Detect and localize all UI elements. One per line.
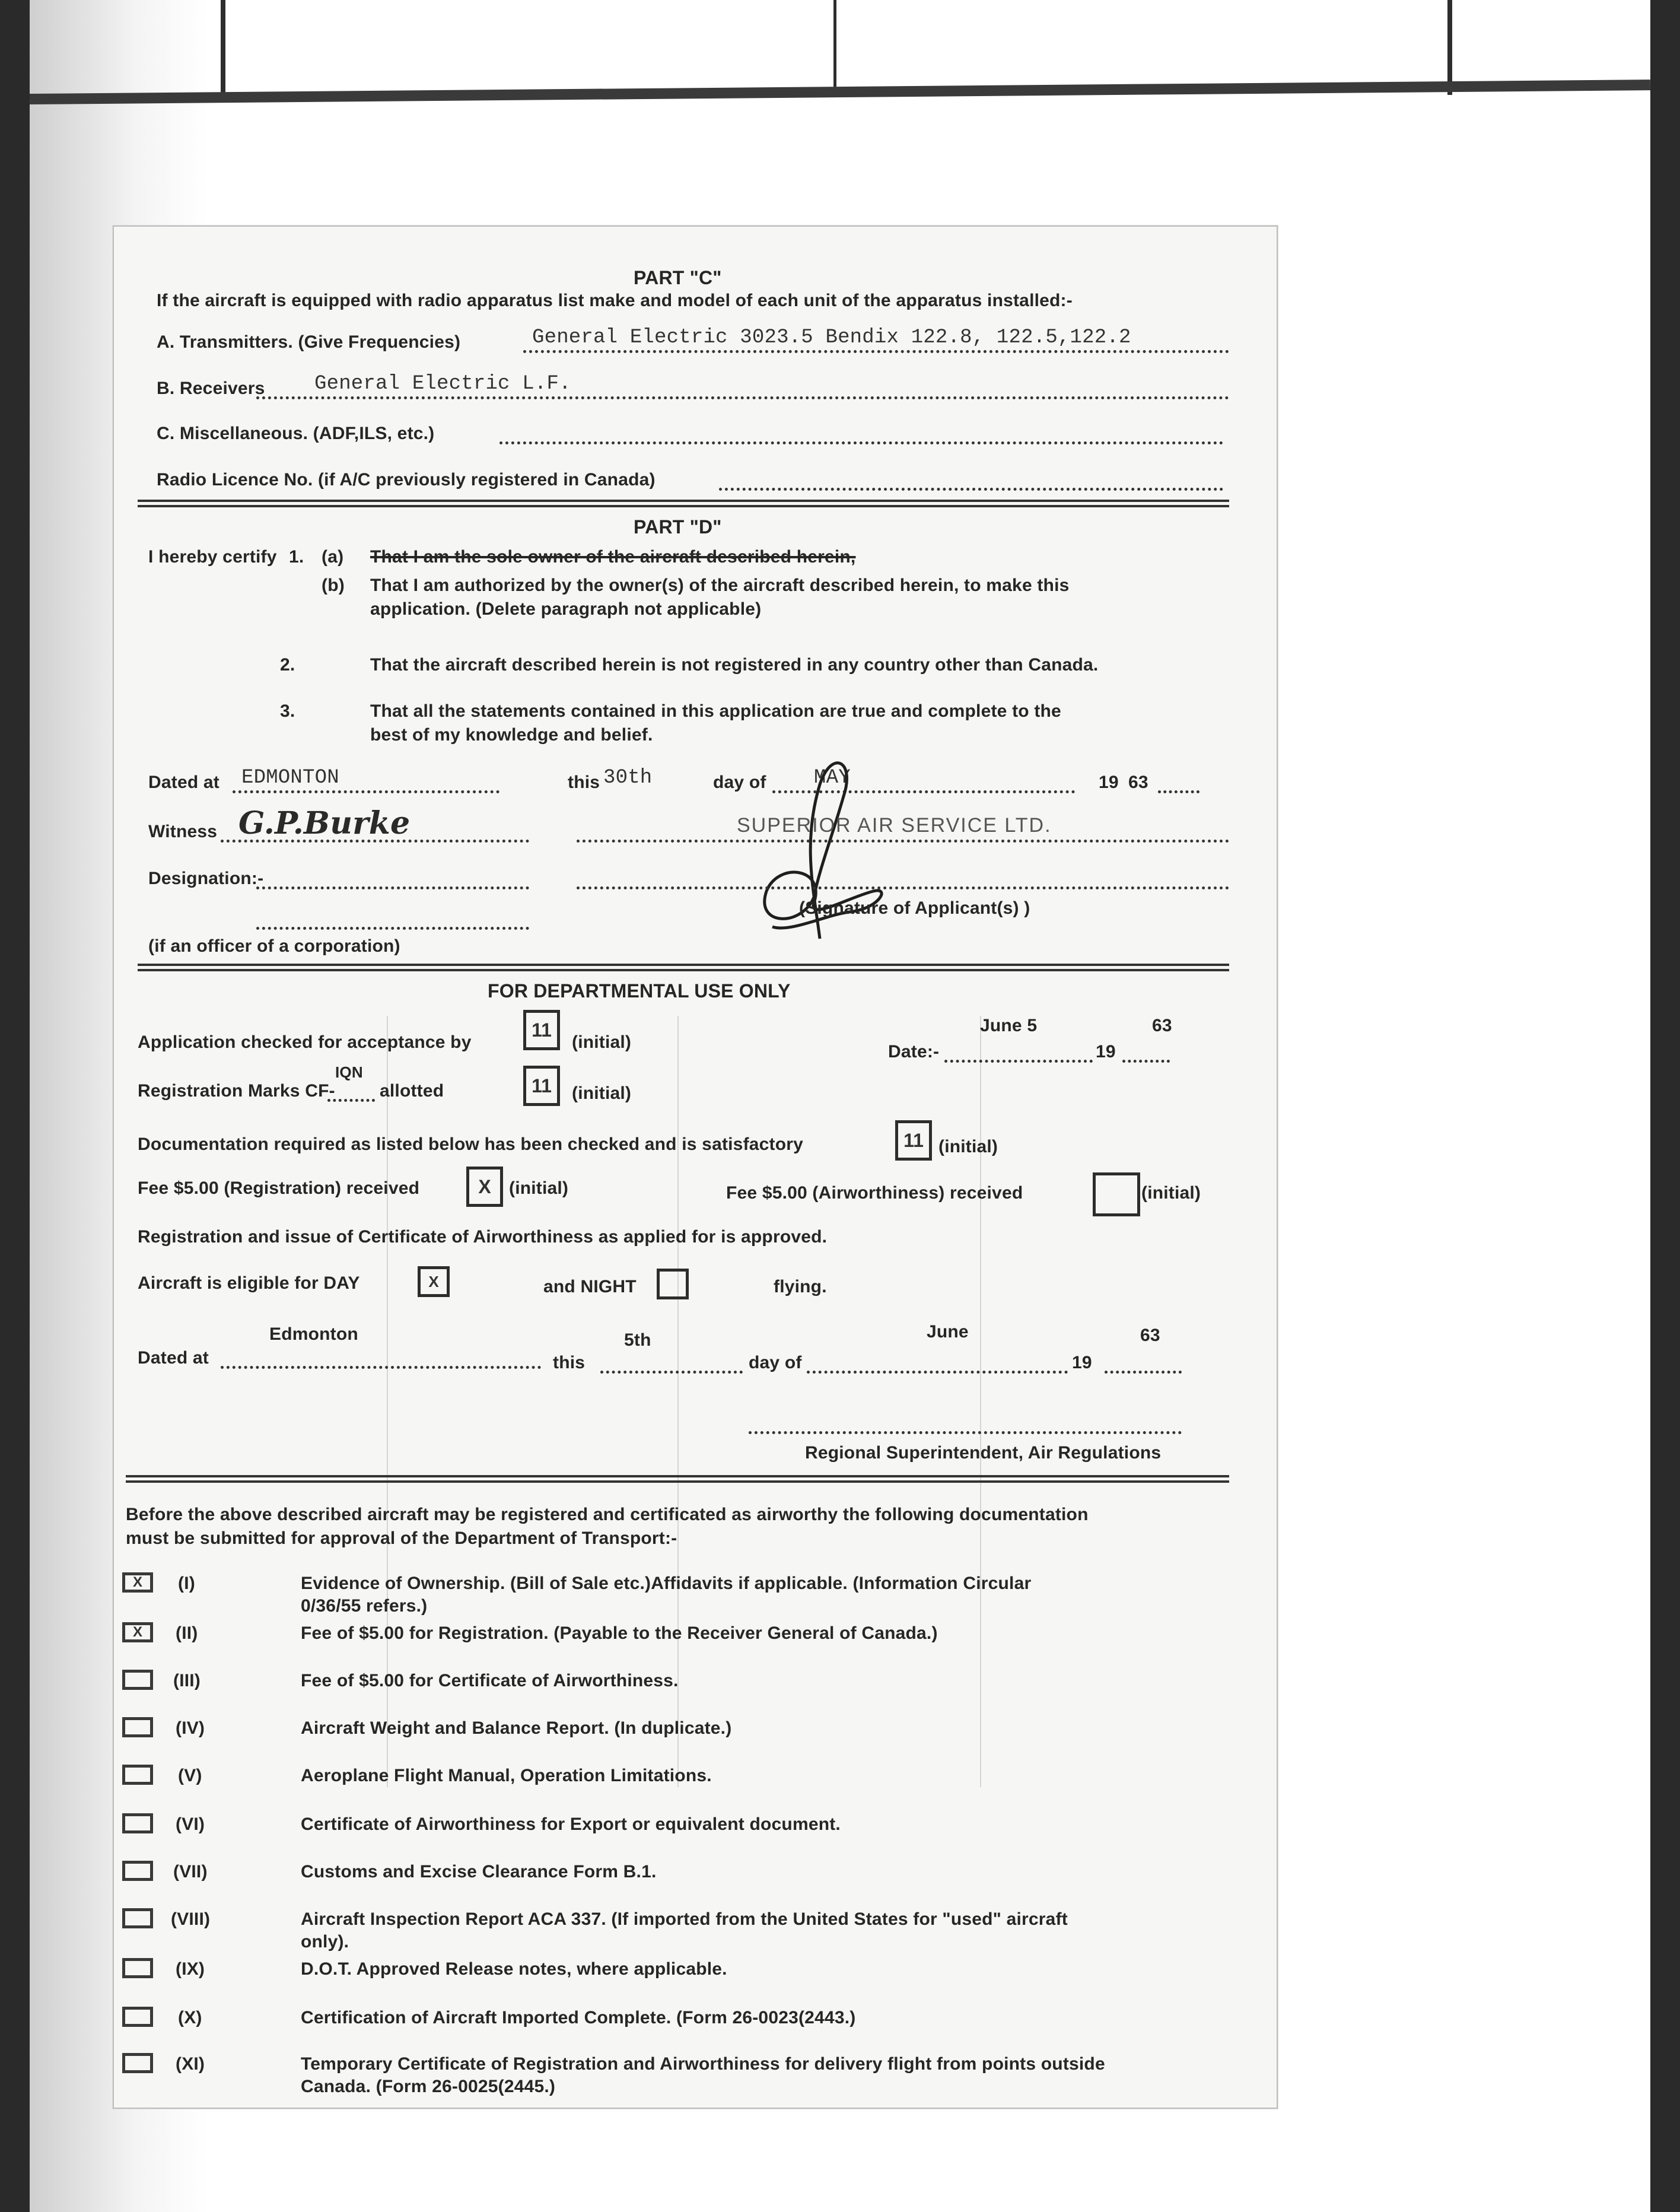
documentation-checkbox[interactable]: [122, 1958, 153, 1978]
initial-label: (initial): [572, 1032, 632, 1052]
designation-line-2: [256, 927, 529, 930]
dept-this-label: this: [553, 1353, 586, 1372]
fee-registration-initial-box[interactable]: X: [466, 1167, 503, 1207]
documentation-checkbox[interactable]: [122, 1717, 153, 1737]
fee-airworthiness-label: Fee $5.00 (Airworthiness) received: [726, 1183, 1023, 1203]
date-year-prefix: 19: [1096, 1042, 1116, 1061]
documentation-item-number: (IX): [176, 1959, 205, 1979]
date-value[interactable]: June 5: [980, 1016, 1038, 1035]
miscellaneous-label: C. Miscellaneous. (ADF,ILS, etc.): [157, 424, 435, 443]
departmental-title: FOR DEPARTMENTAL USE ONLY: [488, 980, 791, 1002]
applicant-signature: [731, 749, 927, 951]
documentation-item-text: Certification of Aircraft Imported Complete. (Form 26-0023(2443.): [301, 2008, 856, 2027]
item-3-line2: best of my knowledge and belief.: [370, 725, 653, 745]
documentation-item-text-continued: 0/36/55 refers.): [301, 1596, 428, 1616]
documentation-item-number: (V): [178, 1766, 202, 1785]
documentation-item-text: Fee of $5.00 for Registration. (Payable to the Receiver General of Canada.): [301, 1623, 938, 1643]
documentation-intro-line1: Before the above described aircraft may be registered and certificated as airworthy the following documentation: [126, 1505, 1089, 1524]
receivers-label: B. Receivers: [157, 379, 265, 398]
initial-label: (initial): [938, 1137, 998, 1156]
item-3-line1: That all the statements contained in this application are true and complete to the: [370, 701, 1061, 721]
radio-licence-line: [719, 488, 1223, 491]
day-of-label: day of: [713, 773, 766, 792]
section-divider: [138, 964, 1229, 966]
checked-label: Application checked for acceptance by: [138, 1032, 472, 1052]
officer-note: (if an officer of a corporation): [148, 936, 400, 956]
documentation-initial-box[interactable]: 11: [895, 1120, 932, 1161]
documentation-item-text: Aircraft Inspection Report ACA 337. (If imported from the United States for "used" aircraft: [301, 1909, 1068, 1929]
dept-month-value[interactable]: June: [927, 1322, 969, 1342]
receivers-value[interactable]: General Electric L.F.: [314, 373, 571, 395]
year-prefix: 19: [1099, 773, 1119, 792]
receivers-line: [256, 396, 1229, 399]
initial-label: (initial): [1141, 1183, 1201, 1203]
reg-marks-value[interactable]: IQN: [335, 1063, 363, 1081]
part-c-title: PART "C": [634, 267, 722, 288]
dated-at-value[interactable]: EDMONTON: [241, 767, 339, 789]
documentation-checked-label: Documentation required as listed below has been checked and is satisfactory: [138, 1134, 803, 1154]
item-1b-line2: application. (Delete paragraph not applicable): [370, 599, 762, 619]
documentation-item-number: (IV): [176, 1718, 205, 1738]
dated-at-label: Dated at: [148, 773, 219, 792]
dated-at-line: [233, 790, 499, 793]
item-1b-line1: That I am authorized by the owner(s) of the aircraft described herein, to make this: [370, 576, 1070, 595]
documentation-item-text: Evidence of Ownership. (Bill of Sale etc.)Affidavits if applicable. (Information Circular: [301, 1574, 1032, 1593]
documentation-checkbox[interactable]: [122, 1908, 153, 1928]
this-label: this: [568, 773, 600, 792]
section-divider: [126, 1475, 1229, 1477]
dept-dated-at-label: Dated at: [138, 1348, 209, 1368]
designation-label: Designation:-: [148, 869, 264, 888]
dept-dated-at-value[interactable]: Edmonton: [269, 1324, 358, 1344]
documentation-intro-line2: must be submitted for approval of the Department of Transport:-: [126, 1528, 677, 1548]
day-checkbox[interactable]: X: [418, 1266, 450, 1297]
documentation-checkbox[interactable]: [122, 2053, 153, 2073]
year-value[interactable]: 63: [1128, 773, 1148, 792]
documentation-checkbox[interactable]: [122, 1813, 153, 1833]
documentation-checkbox[interactable]: X: [122, 1572, 153, 1593]
radio-licence-label: Radio Licence No. (if A/C previously registered in Canada): [157, 470, 656, 490]
item-1b-marker: (b): [322, 576, 345, 595]
top-frame-line: [833, 0, 836, 95]
dept-month-line: [807, 1371, 1068, 1374]
witness-label: Witness: [148, 822, 218, 841]
superintendent-label: Regional Superintendent, Air Regulations: [805, 1443, 1162, 1463]
initial-label: (initial): [572, 1083, 632, 1103]
checked-initial-box[interactable]: 11: [523, 1010, 560, 1050]
eligible-label: Aircraft is eligible for DAY: [138, 1273, 360, 1293]
dept-year-line: [1105, 1371, 1182, 1374]
certify-label: I hereby certify: [148, 547, 277, 567]
documentation-checkbox[interactable]: [122, 2007, 153, 2027]
item-3-number: 3.: [280, 701, 295, 721]
day-value[interactable]: 30th: [603, 767, 653, 789]
item-2-number: 2.: [280, 655, 295, 675]
scan-border-right: [1650, 0, 1680, 2212]
signature-caption: (Signature of Applicant(s) ): [799, 898, 1030, 918]
documentation-item-text: Fee of $5.00 for Certificate of Airworthiness.: [301, 1671, 679, 1690]
documentation-item-text-continued: only).: [301, 1932, 349, 1952]
superintendent-signature-line: [749, 1431, 1182, 1434]
documentation-item-text: Certificate of Airworthiness for Export or equivalent document.: [301, 1814, 841, 1834]
transmitters-label: A. Transmitters. (Give Frequencies): [157, 332, 461, 352]
dept-day-value[interactable]: 5th: [624, 1330, 651, 1350]
documentation-item-text-continued: Canada. (Form 26-0025(2445.): [301, 2077, 556, 2096]
documentation-checkbox[interactable]: [122, 1861, 153, 1881]
documentation-item-text: Aeroplane Flight Manual, Operation Limitations.: [301, 1766, 712, 1785]
documentation-checkbox[interactable]: [122, 1670, 153, 1690]
documentation-item-text: Aircraft Weight and Balance Report. (In duplicate.): [301, 1718, 732, 1738]
approved-text: Registration and issue of Certificate of Airworthiness as applied for is approved.: [138, 1227, 828, 1247]
fee-airworthiness-initial-box[interactable]: [1093, 1172, 1140, 1216]
documentation-item-number: (VIII): [171, 1909, 211, 1929]
documentation-item-number: (VII): [173, 1862, 208, 1882]
item-1a-text-struck: That I am the sole owner of the aircraft described herein,: [370, 547, 856, 567]
item-1-number: 1.: [289, 547, 304, 567]
documentation-item-number: (II): [176, 1623, 198, 1643]
date-label: Date:-: [888, 1042, 940, 1061]
item-2-text: That the aircraft described herein is not registered in any country other than Canada.: [370, 655, 1099, 675]
flying-label: flying.: [774, 1277, 827, 1296]
documentation-item-number: (XI): [176, 2054, 205, 2074]
month-value[interactable]: MAY: [814, 767, 851, 789]
dept-day-of-label: day of: [749, 1353, 802, 1372]
documentation-item-number: (X): [178, 2008, 202, 2027]
night-checkbox[interactable]: [657, 1269, 689, 1299]
miscellaneous-line: [499, 441, 1223, 444]
dept-dated-at-line: [221, 1366, 541, 1369]
top-frame-bar: [30, 80, 1650, 104]
year-line: [1158, 790, 1199, 793]
signature-line: [577, 886, 1229, 889]
documentation-item-number: (III): [173, 1671, 201, 1690]
company-line: [577, 840, 1229, 843]
date-line: [944, 1060, 1093, 1063]
documentation-checkbox[interactable]: X: [122, 1622, 153, 1642]
documentation-item-number: (VI): [176, 1814, 205, 1834]
form-page: [113, 225, 1278, 2109]
dept-year-prefix: 19: [1072, 1353, 1092, 1372]
designation-line: [256, 886, 529, 889]
top-frame-line: [221, 0, 225, 95]
documentation-item-text: D.O.T. Approved Release notes, where applicable.: [301, 1959, 727, 1979]
company-stamp: SUPERIOR AIR SERVICE LTD.: [737, 814, 1052, 837]
section-divider: [138, 500, 1229, 502]
witness-signature: G.P.Burke: [238, 805, 411, 841]
documentation-item-text: Customs and Excise Clearance Form B.1.: [301, 1862, 657, 1882]
dept-day-line: [600, 1371, 743, 1374]
part-c-intro: If the aircraft is equipped with radio apparatus list make and model of each unit of the apparatus installed:-: [157, 291, 1073, 310]
dept-year-value[interactable]: 63: [1140, 1326, 1160, 1345]
documentation-item-text: Temporary Certificate of Registration and Airworthiness for delivery flight from points outside: [301, 2054, 1105, 2074]
bleed-line: [980, 1016, 981, 1787]
top-frame-line: [1447, 0, 1452, 95]
transmitters-value[interactable]: General Electric 3023.5 Bendix 122.8, 122.5,122.2: [532, 326, 1131, 349]
reg-marks-initial-box[interactable]: 11: [523, 1066, 560, 1106]
item-1a-marker: (a): [322, 547, 344, 567]
transmitters-line: [523, 350, 1229, 353]
date-year-line: [1122, 1060, 1170, 1063]
reg-marks-line: [327, 1099, 375, 1102]
documentation-checkbox[interactable]: [122, 1765, 153, 1785]
fee-registration-label: Fee $5.00 (Registration) received: [138, 1178, 420, 1198]
date-year[interactable]: 63: [1152, 1016, 1172, 1035]
documentation-item-number: (I): [178, 1574, 195, 1593]
part-d-title: PART "D": [634, 516, 722, 538]
reg-marks-label: Registration Marks CF-: [138, 1081, 335, 1101]
allotted-label: allotted: [380, 1081, 444, 1101]
night-label: and NIGHT: [543, 1277, 637, 1296]
scan-border-left: [0, 0, 30, 2212]
initial-label: (initial): [509, 1178, 569, 1198]
